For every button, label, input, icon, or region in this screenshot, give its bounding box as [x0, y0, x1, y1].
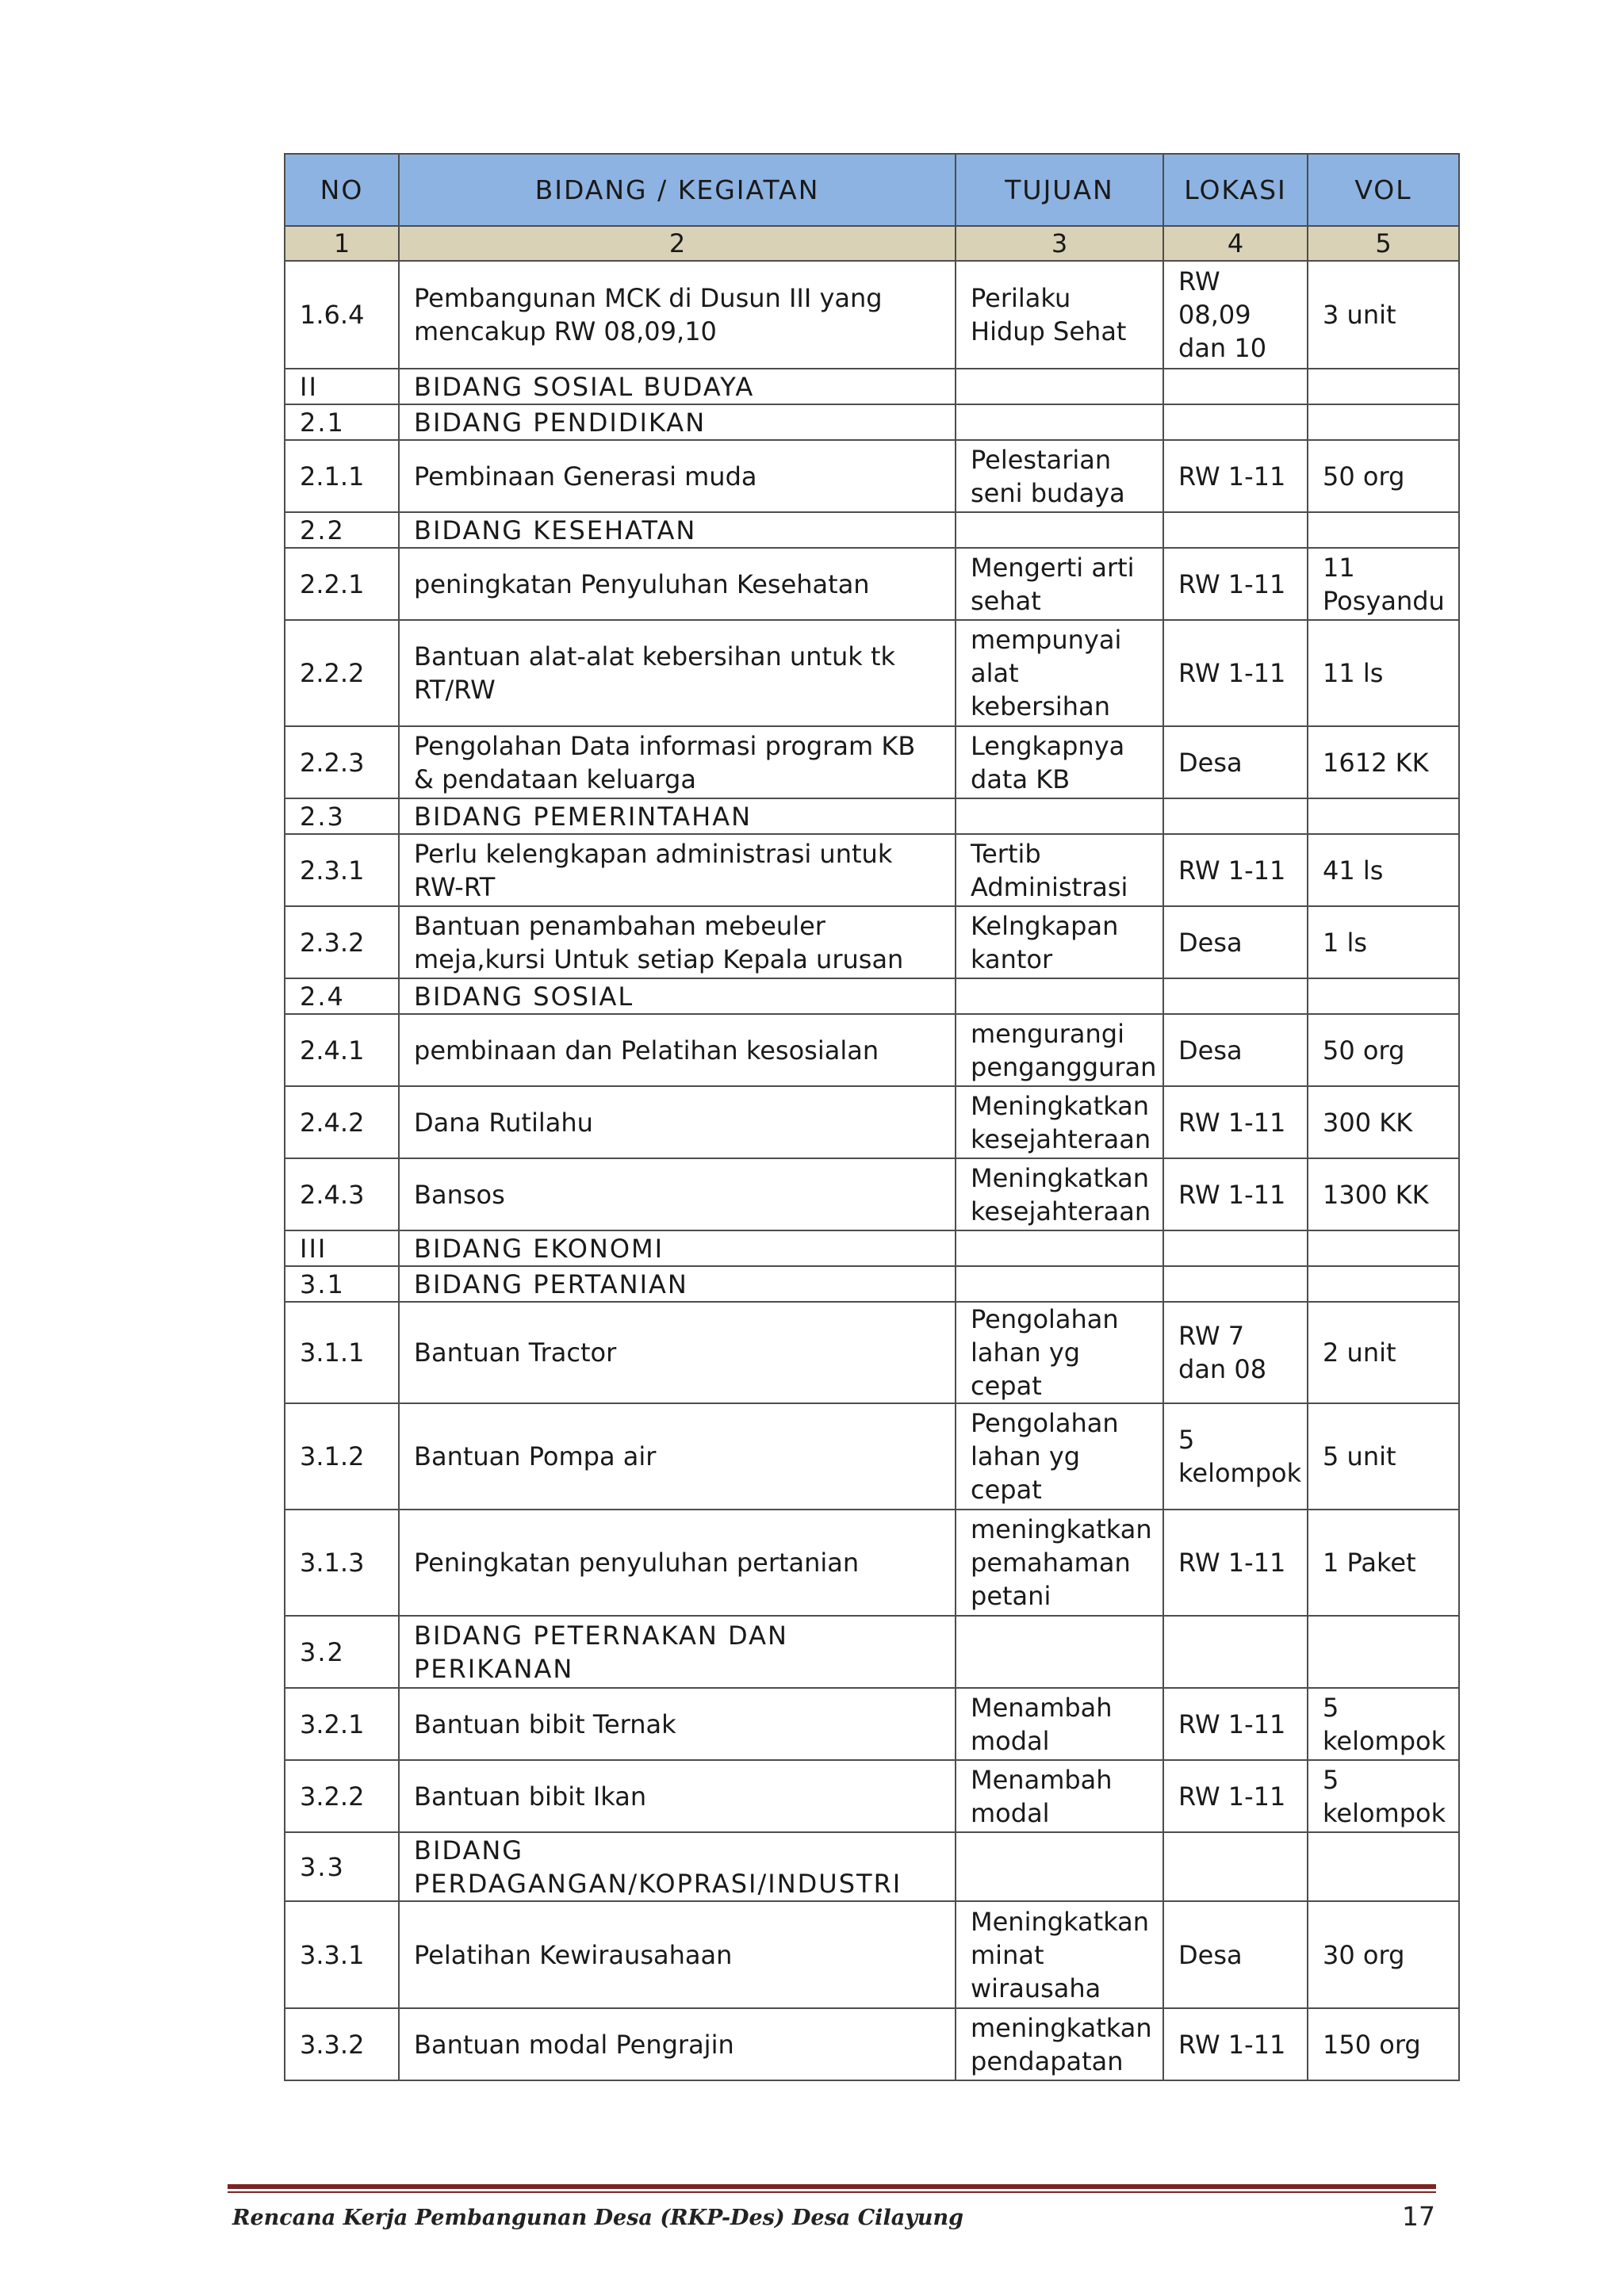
- row-tujuan: Pengolahan lahan yg cepat: [956, 1302, 1163, 1403]
- row-bidang: BIDANG EKONOMI: [399, 1230, 956, 1266]
- row-bidang: BIDANG PERDAGANGAN/KOPRASI/INDUSTRI: [399, 1832, 956, 1901]
- row-lokasi: [1163, 1230, 1308, 1266]
- row-vol: 1 Paket: [1308, 1510, 1459, 1616]
- row-no: 2.4: [285, 978, 399, 1014]
- row-no: 2.4.3: [285, 1158, 399, 1230]
- row-lokasi: [1163, 1832, 1308, 1901]
- row-bidang: Bantuan Pompa air: [399, 1403, 956, 1510]
- table-header: [285, 154, 1459, 261]
- row-vol: 5 unit: [1308, 1403, 1459, 1510]
- row-tujuan: Menambah modal: [956, 1760, 1163, 1832]
- row-no: 3.1.1: [285, 1302, 399, 1403]
- row-vol: [1308, 1230, 1459, 1266]
- row-vol: 300 KK: [1308, 1086, 1459, 1158]
- table-row: [285, 1616, 1459, 1688]
- row-no: 2.3.2: [285, 906, 399, 978]
- table-row: [285, 726, 1459, 798]
- table-row: [285, 404, 1459, 440]
- row-no: 3.2.1: [285, 1688, 399, 1760]
- row-tujuan: [956, 798, 1163, 834]
- row-lokasi: RW 1-11: [1163, 1760, 1308, 1832]
- header-row: [285, 154, 1459, 226]
- row-tujuan: Perilaku Hidup Sehat: [956, 261, 1163, 369]
- row-lokasi: [1163, 978, 1308, 1014]
- row-lokasi: Desa: [1163, 726, 1308, 798]
- row-bidang: Bantuan modal Pengrajin: [399, 2008, 956, 2080]
- row-tujuan: [956, 1266, 1163, 1302]
- row-lokasi: RW 08,09 dan 10: [1163, 261, 1308, 369]
- row-tujuan: Meningkatkan kesejahteraan: [956, 1086, 1163, 1158]
- table-row: [285, 1086, 1459, 1158]
- row-vol: 3 unit: [1308, 261, 1459, 369]
- row-lokasi: [1163, 1616, 1308, 1688]
- row-tujuan: Pelestarian seni budaya: [956, 440, 1163, 512]
- row-tujuan: Pengolahan lahan yg cepat: [956, 1403, 1163, 1510]
- header-tujuan: TUJUAN: [956, 154, 1163, 226]
- table-row: [285, 1901, 1459, 2008]
- row-bidang: BIDANG PEMERINTAHAN: [399, 798, 956, 834]
- row-tujuan: [956, 404, 1163, 440]
- row-no: III: [285, 1230, 399, 1266]
- row-bidang: Perlu kelengkapan administrasi untuk RW-RT: [399, 834, 956, 906]
- row-no: 3.3: [285, 1832, 399, 1901]
- table-row: [285, 1302, 1459, 1403]
- header-vol: VOL: [1308, 154, 1459, 226]
- table-row: [285, 512, 1459, 548]
- row-no: 2.1: [285, 404, 399, 440]
- row-vol: [1308, 1266, 1459, 1302]
- row-lokasi: RW 1-11: [1163, 834, 1308, 906]
- row-lokasi: RW 1-11: [1163, 2008, 1308, 2080]
- row-lokasi: [1163, 512, 1308, 548]
- row-vol: [1308, 1832, 1459, 1901]
- row-no: 2.4.1: [285, 1014, 399, 1086]
- row-lokasi: RW 1-11: [1163, 620, 1308, 726]
- column-number: 3: [956, 226, 1163, 261]
- row-tujuan: Meningkatkan minat wirausaha: [956, 1901, 1163, 2008]
- header-no: NO: [285, 154, 399, 226]
- row-vol: [1308, 369, 1459, 404]
- table-row: [285, 440, 1459, 512]
- table-row: [285, 1158, 1459, 1230]
- table-row: [285, 1688, 1459, 1760]
- row-no: 3.3.1: [285, 1901, 399, 2008]
- row-tujuan: [956, 512, 1163, 548]
- row-vol: [1308, 512, 1459, 548]
- row-bidang: Pembangunan MCK di Dusun III yang mencakup RW 08,09,10: [399, 261, 956, 369]
- table-row: [285, 1510, 1459, 1616]
- row-lokasi: 5 kelompok: [1163, 1403, 1308, 1510]
- header-lokasi: LOKASI: [1163, 154, 1308, 226]
- row-bidang: Bantuan penambahan mebeuler meja,kursi Untuk setiap Kepala urusan: [399, 906, 956, 978]
- row-lokasi: Desa: [1163, 1014, 1308, 1086]
- row-no: 3.3.2: [285, 2008, 399, 2080]
- table-body: [285, 261, 1459, 2080]
- row-lokasi: RW 1-11: [1163, 1086, 1308, 1158]
- row-lokasi: RW 1-11: [1163, 548, 1308, 620]
- column-number: 4: [1163, 226, 1308, 261]
- row-bidang: Bantuan bibit Ternak: [399, 1688, 956, 1760]
- table-row: [285, 261, 1459, 369]
- row-vol: 30 org: [1308, 1901, 1459, 2008]
- table-row: [285, 1266, 1459, 1302]
- table-row: [285, 1832, 1459, 1901]
- row-no: 2.2: [285, 512, 399, 548]
- row-vol: [1308, 798, 1459, 834]
- row-vol: [1308, 1616, 1459, 1688]
- row-vol: 150 org: [1308, 2008, 1459, 2080]
- row-no: 2.3.1: [285, 834, 399, 906]
- table-row: [285, 620, 1459, 726]
- row-vol: 5 kelompok: [1308, 1688, 1459, 1760]
- row-no: 2.2.2: [285, 620, 399, 726]
- row-vol: 1 ls: [1308, 906, 1459, 978]
- row-lokasi: [1163, 1266, 1308, 1302]
- row-bidang: Bantuan bibit Ikan: [399, 1760, 956, 1832]
- row-bidang: pembinaan dan Pelatihan kesosialan: [399, 1014, 956, 1086]
- row-tujuan: [956, 369, 1163, 404]
- row-bidang: Bansos: [399, 1158, 956, 1230]
- row-bidang: Peningkatan penyuluhan pertanian: [399, 1510, 956, 1616]
- row-tujuan: Lengkapnya data KB: [956, 726, 1163, 798]
- row-tujuan: Meningkatkan kesejahteraan: [956, 1158, 1163, 1230]
- row-vol: 41 ls: [1308, 834, 1459, 906]
- row-no: 2.1.1: [285, 440, 399, 512]
- row-bidang: BIDANG SOSIAL BUDAYA: [399, 369, 956, 404]
- page-number: 17: [1402, 2201, 1435, 2232]
- row-bidang: BIDANG PERTANIAN: [399, 1266, 956, 1302]
- row-vol: [1308, 404, 1459, 440]
- column-number-row: [285, 226, 1459, 261]
- row-lokasi: RW 1-11: [1163, 1510, 1308, 1616]
- row-bidang: BIDANG PETERNAKAN DAN PERIKANAN: [399, 1616, 956, 1688]
- table-row: [285, 906, 1459, 978]
- table-row: [285, 548, 1459, 620]
- row-tujuan: [956, 1230, 1163, 1266]
- row-bidang: Dana Rutilahu: [399, 1086, 956, 1158]
- row-vol: [1308, 978, 1459, 1014]
- row-no: 2.3: [285, 798, 399, 834]
- row-bidang: BIDANG PENDIDIKAN: [399, 404, 956, 440]
- table-row: [285, 798, 1459, 834]
- row-lokasi: [1163, 369, 1308, 404]
- row-vol: 2 unit: [1308, 1302, 1459, 1403]
- row-bidang: Pelatihan Kewirausahaan: [399, 1901, 956, 2008]
- row-vol: 5 kelompok: [1308, 1760, 1459, 1832]
- footer-title: Rencana Kerja Pembangunan Desa (RKP-Des) Desa Cilayung: [232, 2206, 964, 2230]
- row-bidang: Bantuan alat-alat kebersihan untuk tk RT/RW: [399, 620, 956, 726]
- row-no: 1.6.4: [285, 261, 399, 369]
- row-vol: 1612 KK: [1308, 726, 1459, 798]
- row-no: 3.1: [285, 1266, 399, 1302]
- footer-rule-thin: [228, 2191, 1436, 2193]
- row-no: 3.1.3: [285, 1510, 399, 1616]
- row-lokasi: RW 1-11: [1163, 1158, 1308, 1230]
- row-lokasi: RW 7 dan 08: [1163, 1302, 1308, 1403]
- row-tujuan: mengurangi pengangguran: [956, 1014, 1163, 1086]
- row-vol: 1300 KK: [1308, 1158, 1459, 1230]
- row-lokasi: Desa: [1163, 1901, 1308, 2008]
- row-vol: 50 org: [1308, 440, 1459, 512]
- row-tujuan: [956, 1832, 1163, 1901]
- activity-table: [284, 153, 1460, 2081]
- row-tujuan: mempunyai alat kebersihan: [956, 620, 1163, 726]
- row-lokasi: RW 1-11: [1163, 440, 1308, 512]
- row-bidang: BIDANG KESEHATAN: [399, 512, 956, 548]
- header-bidang: BIDANG / KEGIATAN: [399, 154, 956, 226]
- table-row: [285, 1014, 1459, 1086]
- row-bidang: Pembinaan Generasi muda: [399, 440, 956, 512]
- row-no: 3.2: [285, 1616, 399, 1688]
- row-tujuan: meningkatkan pendapatan: [956, 2008, 1163, 2080]
- row-no: 2.4.2: [285, 1086, 399, 1158]
- footer-rule: [228, 2184, 1436, 2189]
- row-vol: 50 org: [1308, 1014, 1459, 1086]
- row-lokasi: [1163, 798, 1308, 834]
- row-lokasi: RW 1-11: [1163, 1688, 1308, 1760]
- column-number: 5: [1308, 226, 1459, 261]
- row-bidang: Bantuan Tractor: [399, 1302, 956, 1403]
- row-bidang: peningkatan Penyuluhan Kesehatan: [399, 548, 956, 620]
- table-row: [285, 1760, 1459, 1832]
- row-no: 3.2.2: [285, 1760, 399, 1832]
- row-vol: 11 Posyandu: [1308, 548, 1459, 620]
- row-tujuan: meningkatkan pemahaman petani: [956, 1510, 1163, 1616]
- column-number: 2: [399, 226, 956, 261]
- row-vol: 11 ls: [1308, 620, 1459, 726]
- row-no: 2.2.3: [285, 726, 399, 798]
- table-row: [285, 369, 1459, 404]
- row-bidang: BIDANG SOSIAL: [399, 978, 956, 1014]
- row-lokasi: Desa: [1163, 906, 1308, 978]
- table-row: [285, 834, 1459, 906]
- table-row: [285, 978, 1459, 1014]
- row-lokasi: [1163, 404, 1308, 440]
- row-bidang: Pengolahan Data informasi program KB & pendataan keluarga: [399, 726, 956, 798]
- row-tujuan: [956, 1616, 1163, 1688]
- row-tujuan: Tertib Administrasi: [956, 834, 1163, 906]
- table-row: [285, 1230, 1459, 1266]
- row-tujuan: [956, 978, 1163, 1014]
- table-row: [285, 1403, 1459, 1510]
- row-tujuan: Kelngkapan kantor: [956, 906, 1163, 978]
- row-no: 3.1.2: [285, 1403, 399, 1510]
- table-row: [285, 2008, 1459, 2080]
- row-no: 2.2.1: [285, 548, 399, 620]
- row-no: II: [285, 369, 399, 404]
- row-tujuan: Menambah modal: [956, 1688, 1163, 1760]
- row-tujuan: Mengerti arti sehat: [956, 548, 1163, 620]
- column-number: 1: [285, 226, 399, 261]
